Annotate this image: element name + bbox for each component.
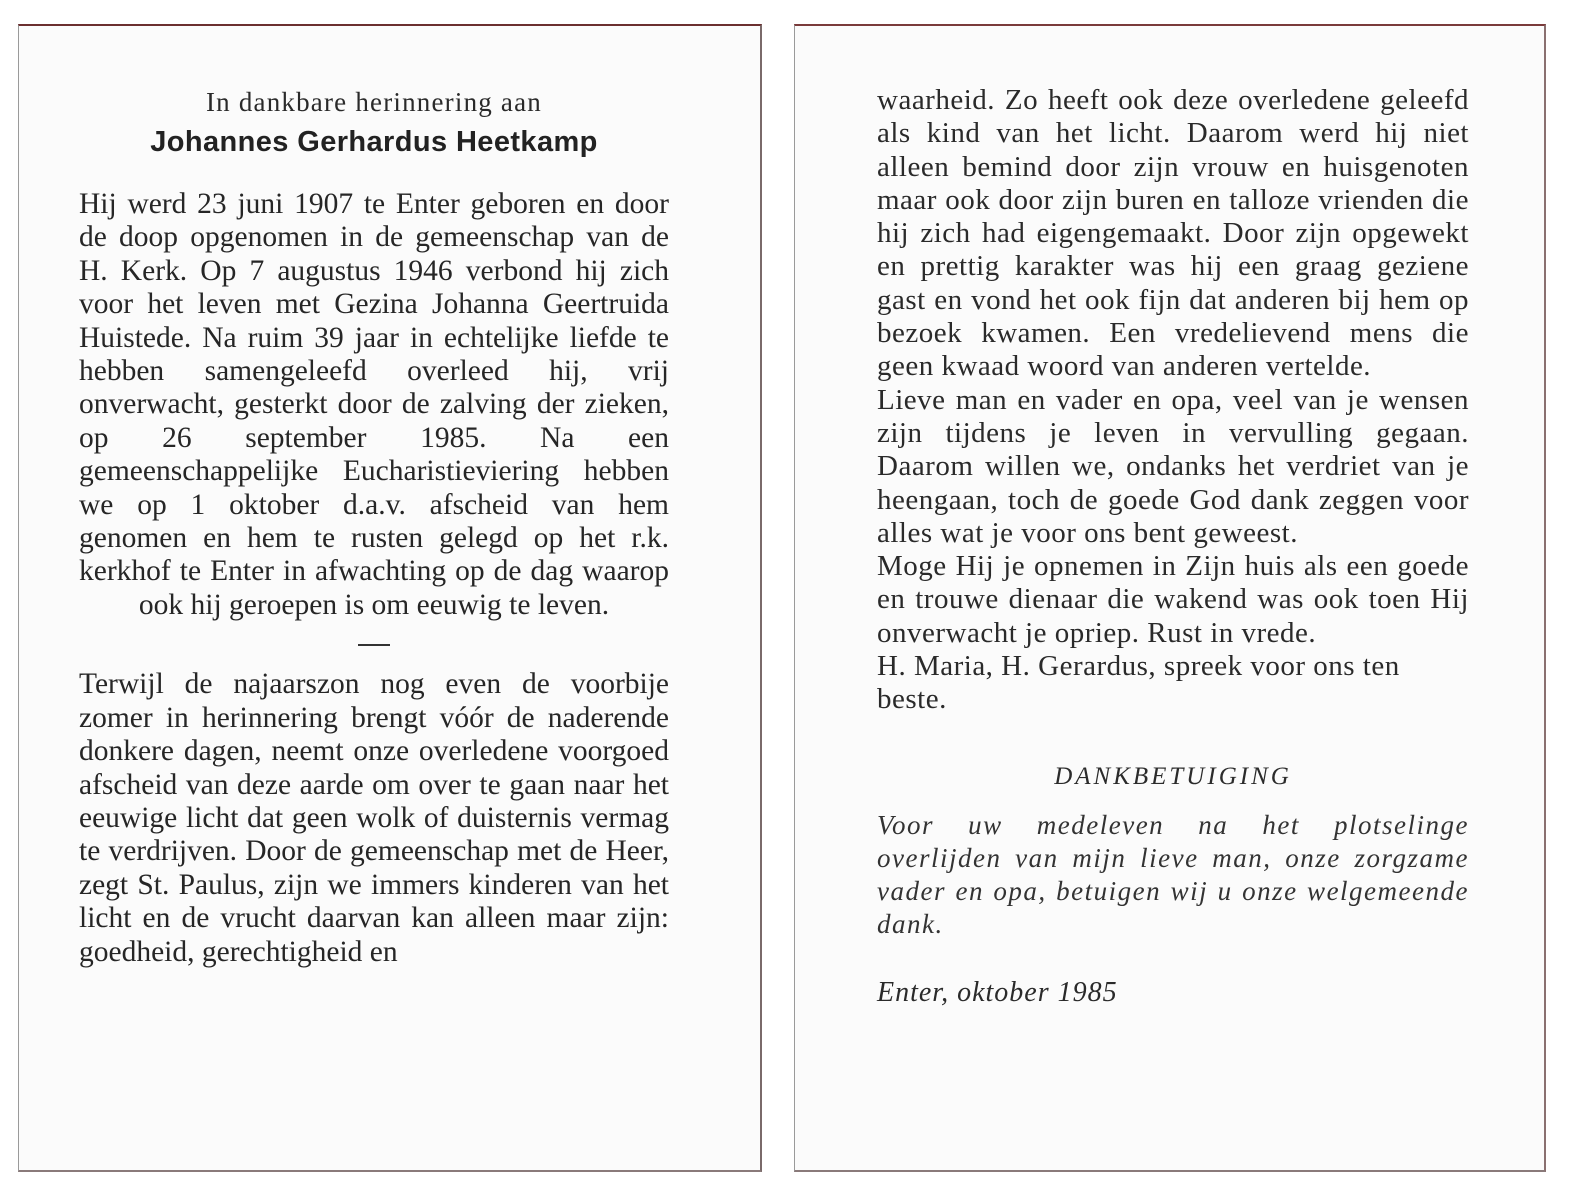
- farewell-paragraph: Lieve man en vader en opa, veel van je wensen zijn tijdens je leven in vervulling gegaan. Daarom willen we, ondanks het verdriet van je heengaan, toch de goede God dank zeggen voor alles wat je voor ons bent geweest.: [877, 383, 1469, 549]
- place-date: Enter, oktober 1985: [877, 976, 1118, 1008]
- thanks-text: Voor uw medeleven na het plotselinge overlijden van mijn lieve man, onze zorgzame vader en opa, betuigen wij u onze welgemeende dank.: [877, 809, 1469, 939]
- reflection-continued-paragraph: waarheid. Zo heeft ook deze overledene geleefd als kind van het licht. Daarom werd hij niet alleen bemind door zijn vrouw en huisgenoten maar ook door zijn buren en talloze vrienden die hij zich had eigengemaakt. Door zijn opgewekt en prettig karakter was hij een graag geziene gast en vond het ook fijn dat anderen bij hem op bezoek kwamen. Een vredelievend mens die geen kwaad woord van anderen vertelde.: [877, 84, 1469, 383]
- right-column: [877, 84, 1469, 1009]
- biography-paragraph: Hij werd 23 juni 1907 te Enter geboren en door de doop opgenomen in de gemeenschap van de H. Kerk. Op 7 augustus 1946 verbond hij zich voor het leven met Gezina Johanna Geertruida Huistede. Na ruim 39 jaar in echtelijke liefde te hebben samengeleefd overleed hij, vrij onverwacht, gesterkt door de zalving der zieken, op 26 september 1985. Na een gemeenschappelijke Eucharistieviering hebben we op 1 oktober d.a.v. afscheid van hem genomen en hem te rusten gelegd op het r.k. kerkhof te Enter in afwachting op de dag waarop ook hij geroepen is om eeuwig te leven.: [79, 188, 669, 621]
- right-page: [794, 24, 1546, 1172]
- saints-invocation: H. Maria, H. Gerardus, spreek voor ons ten beste.: [877, 650, 1400, 716]
- prayer-paragraph: Moge Hij je opnemen in Zijn huis als een goede en trouwe dienaar die wakend was ook toen Hij onverwacht je opriep. Rust in vrede.: [877, 550, 1469, 649]
- intro-line: In dankbare herinnering aan: [205, 87, 542, 117]
- separator: [79, 622, 669, 666]
- left-column: [79, 84, 669, 969]
- thanks-title: DANKBETUIGING: [1054, 762, 1292, 790]
- reflection-paragraph: Terwijl de najaarszon nog even de voorbije zomer in herinnering brengt vóór de naderende donkere dagen, neemt onze overledene voorgoed afscheid van deze aarde om over te gaan naar het eeuwige licht dat geen wolk of duisternis vermag te verdrijven. Door de gemeenschap met de Heer, zegt St. Paulus, zijn we immers kinderen van het licht en de vrucht daarvan kan alleen maar zijn: goedheid, gerechtigheid en: [79, 668, 669, 968]
- deceased-name: Johannes Gerhardus Heetkamp: [150, 126, 598, 158]
- left-page: [18, 24, 762, 1172]
- separator-dash: [358, 644, 390, 646]
